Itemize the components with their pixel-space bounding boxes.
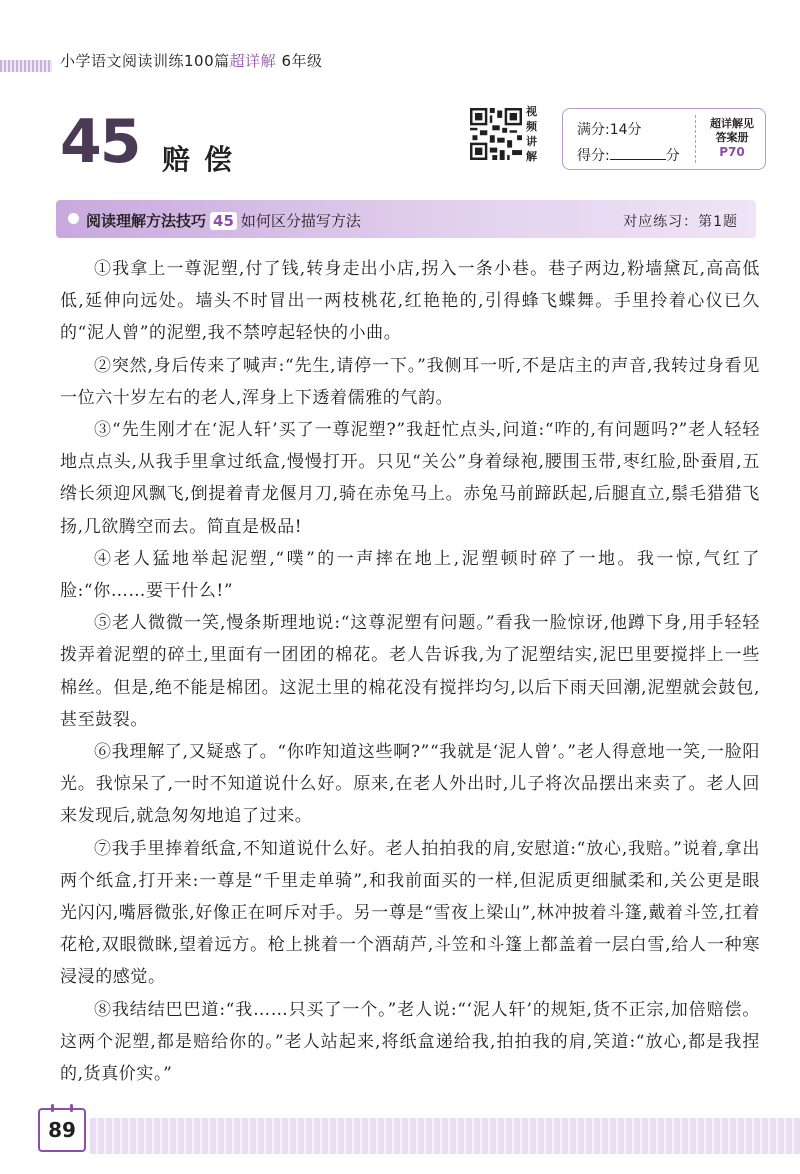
- method-number: 45: [210, 212, 237, 230]
- page-number: 89: [48, 1118, 76, 1142]
- method-label: 阅读理解方法技巧: [86, 212, 207, 230]
- paragraph-4: ④老人猛地举起泥塑,“噗”的一声摔在地上,泥塑顿时碎了一地。我一惊,气红了脸:“你……要干什么!”: [60, 548, 760, 602]
- answer-ref-page: P70: [719, 145, 745, 159]
- method-banner: [56, 200, 756, 238]
- series-name: 小学语文阅读训练100篇: [60, 52, 230, 70]
- calendar-rings-icon: [46, 1104, 78, 1112]
- lesson-title: 赔偿: [162, 143, 247, 176]
- footer-decor-strip: [90, 1118, 800, 1154]
- score-unit: 分: [665, 148, 680, 164]
- paragraph-6: ⑥我理解了,又疑惑了。“你咋知道这些啊?”“我就是‘泥人曾’。”老人得意地一笑,一脸阳光。我惊呆了,一时不知道说什么好。原来,在老人外出时,儿子将次品摆出来卖了。老人回来发现后,就急匆匆地追了过来。: [60, 742, 760, 827]
- score-blank[interactable]: [610, 147, 666, 160]
- header-decor-strip: [0, 60, 52, 72]
- score-label: 得分:: [577, 148, 610, 164]
- series-highlight: 超详解: [229, 52, 277, 70]
- answer-reference: [701, 117, 763, 159]
- bullet-icon: [68, 213, 79, 224]
- qr-label: 视频讲解: [526, 105, 537, 163]
- answer-ref-line2: 答案册: [715, 131, 749, 144]
- lesson-number: 45: [60, 107, 140, 177]
- article-body: [60, 253, 760, 1090]
- qr-code-icon[interactable]: [470, 108, 522, 160]
- series-title: [60, 50, 322, 71]
- paragraph-8: ⑧我结结巴巴道:“我……只买了一个。”老人说:“‘泥人轩’的规矩,货不正宗,加倍赔偿。这两个泥塑,都是赔给你的。”老人站起来,将纸盒递给我,拍拍我的肩,笑道:“放心,都是我捏的,货真价实。”: [60, 999, 760, 1085]
- paragraph-7: ⑦我手里捧着纸盒,不知道说什么好。老人拍拍我的肩,安慰道:“放心,我赔。”说着,拿出两个纸盒,打开来:一尊是“千里走单骑”,和我前面买的一样,但泥质更细腻柔和,关公更是眼光闪闪,嘴唇微张,好像正在呵斥对手。另一尊是“雪夜上梁山”,林冲披着斗篷,戴着斗笠,扛着花枪,双眼微眯,望着远方。枪上挑着一个酒葫芦,斗笠和斗篷上都盖着一层白雪,给人一种寒浸浸的感觉。: [60, 838, 760, 988]
- paragraph-1: ①我拿上一尊泥塑,付了钱,转身走出小店,拐入一条小巷。巷子两边,粉墙黛瓦,高高低低,延伸向远处。墙头不时冒出一两枝桃花,红艳艳的,引得蜂飞蝶舞。手里拎着心仪已久的“泥人曾”的泥塑,我不禁哼起轻快的小曲。: [60, 259, 760, 344]
- paragraph-5: ⑤老人微微一笑,慢条斯理地说:“这尊泥塑有问题。”看我一脸惊讶,他蹲下身,用手轻轻拨弄着泥塑的碎土,里面有一团团的棉花。老人告诉我,为了泥塑结实,泥巴里要搅拌上一些棉丝。但是,绝不能是棉团。这泥土里的棉花没有搅拌均匀,以后下雨天回潮,泥塑就会鼓包,甚至鼓裂。: [60, 613, 760, 730]
- score-divider: [695, 115, 696, 163]
- score-box: [562, 108, 766, 170]
- series-grade: 6年级: [281, 52, 323, 70]
- method-heading: [86, 210, 361, 231]
- full-score: 满分:14分: [577, 122, 642, 138]
- answer-ref-line1: 超详解见: [710, 117, 754, 130]
- paragraph-3: ③“先生刚才在‘泥人轩’买了一尊泥塑?”我赶忙点头,问道:“咋的,有问题吗?”老人轻轻地点点头,从我手里拿过纸盒,慢慢打开。只见“关公”身着绿袍,腰围玉带,枣红脸,卧蚕眉,五绺长须迎风飘飞,倒提着青龙偃月刀,骑在赤兔马上。赤兔马前蹄跃起,后腿直立,鬃毛猎猎飞扬,几欲腾空而去。简直是极品!: [60, 420, 760, 537]
- paragraph-2: ②突然,身后传来了喊声:“先生,请停一下。”我侧耳一听,不是店主的声音,我转过身看见一位六十岁左右的老人,浑身上下透着儒雅的气韵。: [60, 355, 760, 408]
- page-number-box: [38, 1108, 86, 1152]
- method-title: 如何区分描写方法: [240, 212, 361, 230]
- practice-reference: 对应练习：第1题: [623, 214, 738, 230]
- score-field: [577, 145, 680, 165]
